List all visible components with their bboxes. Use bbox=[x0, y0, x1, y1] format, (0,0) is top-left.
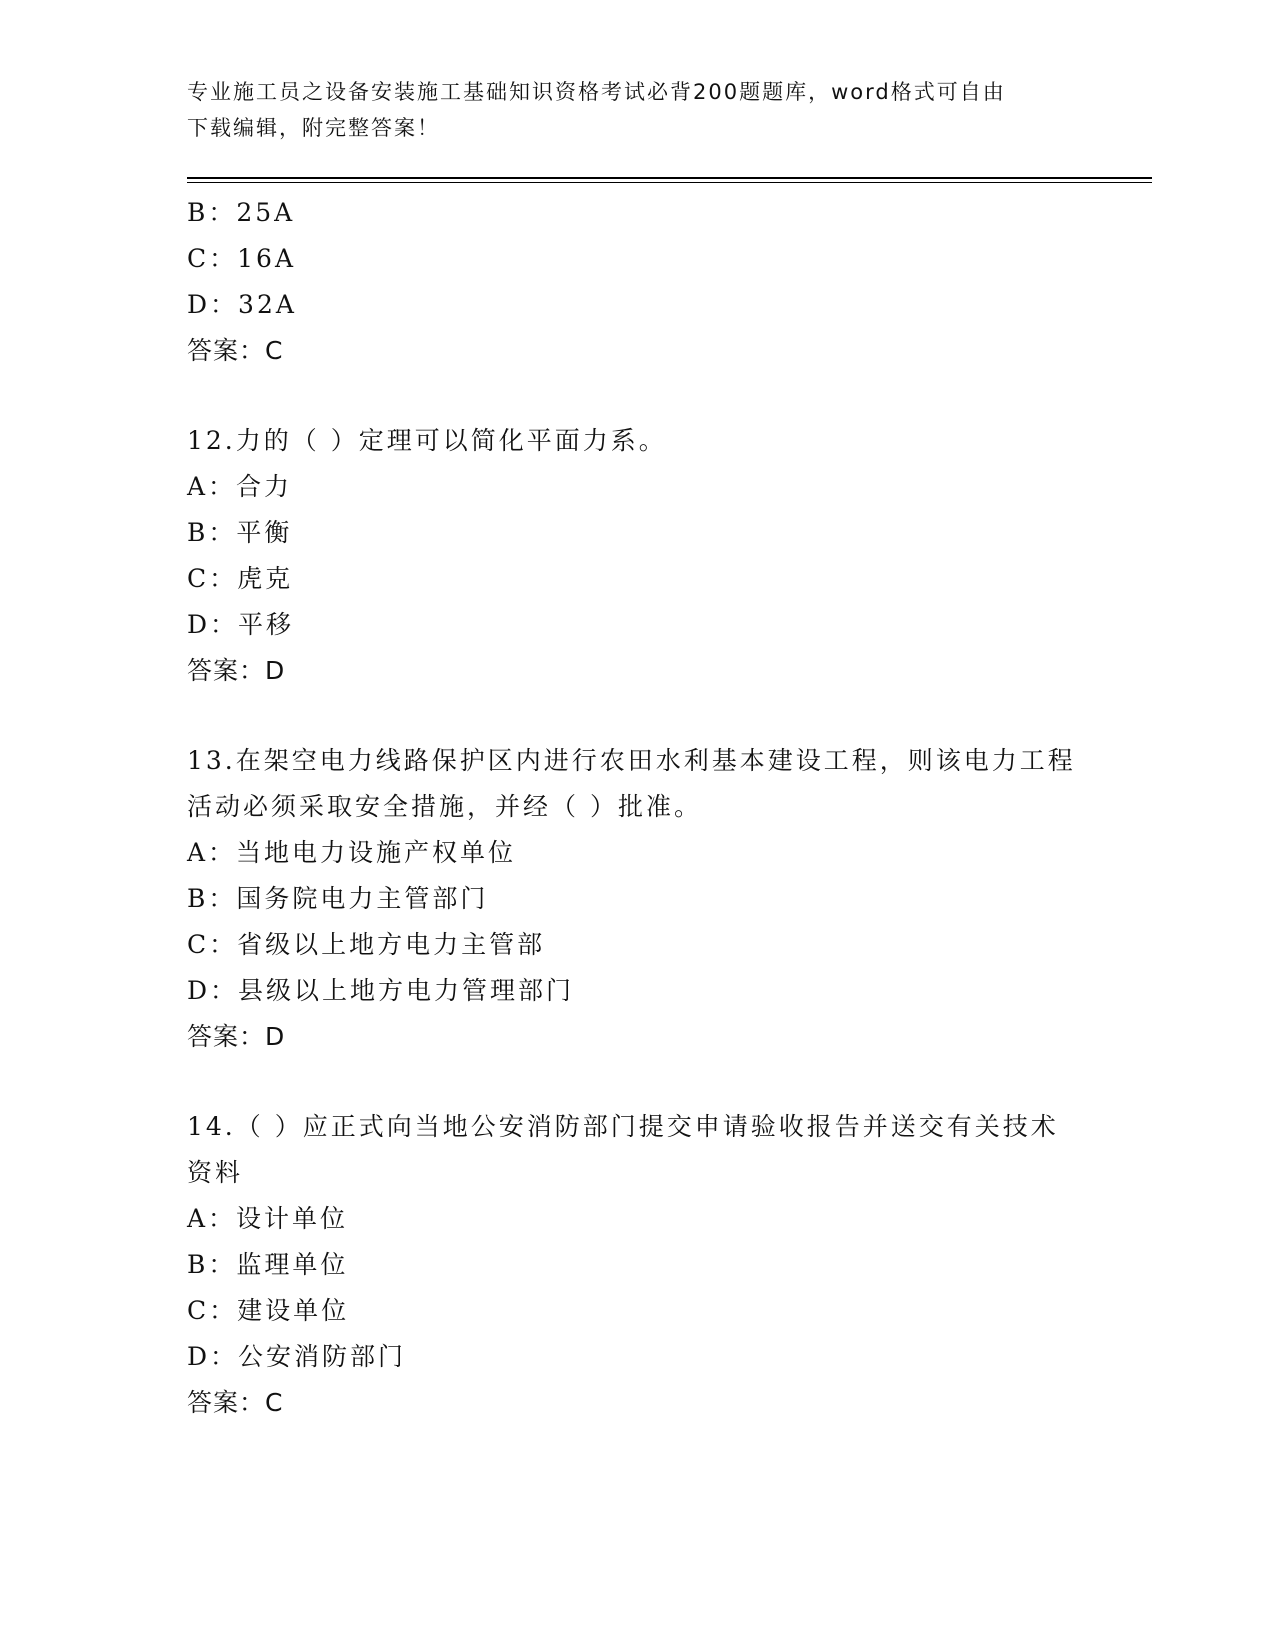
document-header bbox=[187, 74, 1067, 146]
q13-option-a: A：当地电力设施产权单位 bbox=[187, 838, 517, 867]
q12-option-c: C：虎克 bbox=[187, 564, 294, 593]
q13-answer: 答案：D bbox=[187, 1022, 286, 1051]
question-12 bbox=[187, 418, 1087, 694]
q11-option-b: B：25A bbox=[187, 198, 296, 227]
question-14 bbox=[187, 1104, 1087, 1426]
question-gap bbox=[187, 374, 1087, 418]
question-13 bbox=[187, 738, 1087, 1060]
q12-option-b: B：平衡 bbox=[187, 518, 293, 547]
header-rule-thick bbox=[187, 177, 1152, 179]
q14-answer: 答案：C bbox=[187, 1388, 284, 1417]
q13-option-c: C：省级以上地方电力主管部 bbox=[187, 930, 546, 959]
question-gap bbox=[187, 1060, 1087, 1104]
q12-option-a: A：合力 bbox=[187, 472, 293, 501]
q12-answer: 答案：D bbox=[187, 656, 286, 685]
q12-text: 12.力的（ ）定理可以简化平面力系。 bbox=[187, 426, 667, 455]
question-11 bbox=[187, 190, 1087, 374]
q14-option-b: B：监理单位 bbox=[187, 1250, 349, 1279]
q12-option-d: D：平移 bbox=[187, 610, 295, 639]
q13-option-b: B：国务院电力主管部门 bbox=[187, 884, 489, 913]
q11-option-d: D：32A bbox=[187, 290, 297, 319]
question-list bbox=[187, 190, 1087, 1426]
q11-answer: 答案：C bbox=[187, 336, 284, 365]
q14-option-c: C：建设单位 bbox=[187, 1296, 350, 1325]
q11-option-c: C：16A bbox=[187, 244, 296, 273]
header-title-line-2: 下载编辑，附完整答案！ bbox=[187, 116, 440, 140]
q14-option-d: D：公安消防部门 bbox=[187, 1342, 407, 1371]
q13-option-d: D：县级以上地方电力管理部门 bbox=[187, 976, 575, 1005]
question-gap bbox=[187, 694, 1087, 738]
header-rule-thin bbox=[187, 182, 1152, 183]
header-title-line-1: 专业施工员之设备安装施工基础知识资格考试必背200题题库，word格式可自由 bbox=[187, 80, 1006, 104]
q14-option-a: A：设计单位 bbox=[187, 1204, 349, 1233]
q13-text: 13.在架空电力线路保护区内进行农田水利基本建设工程，则该电力工程活动必须采取安全措施，并经（ ）批准。 bbox=[187, 746, 1076, 821]
q14-text: 14.（ ）应正式向当地公安消防部门提交申请验收报告并送交有关技术资料 bbox=[187, 1112, 1059, 1187]
